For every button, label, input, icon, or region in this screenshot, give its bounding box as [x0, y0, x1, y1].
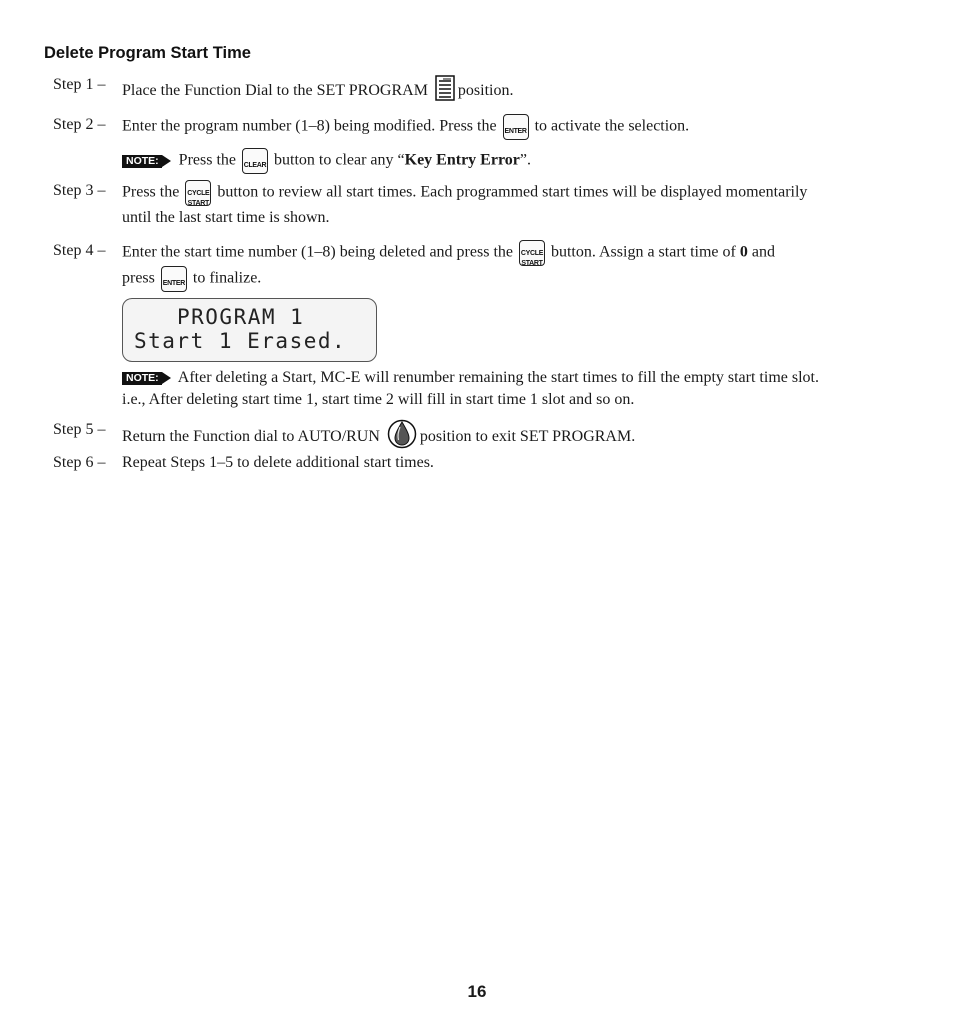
- page-number: 16: [467, 982, 487, 1001]
- section-heading: Delete Program Start Time: [44, 44, 251, 62]
- set-program-icon: [435, 75, 455, 108]
- enter-button-icon: ENTER: [161, 266, 187, 292]
- step-1-label: Step 1 –: [53, 76, 106, 93]
- lcd-line-1: PROGRAM 1: [177, 305, 305, 329]
- step-4-note: NOTE: After deleting a Start, MC-E will renumber remaining the start times to fill the empty start time slot.: [122, 367, 819, 389]
- step-4-text: Enter the start time number (1–8) being deleted and press the CYCLE START button. Assign a start time of 0 and: [122, 240, 775, 266]
- step-2-text: Enter the program number (1–8) being modified. Press the ENTER to activate the selection.: [122, 114, 689, 140]
- lcd-display: [122, 298, 377, 362]
- lcd-line-2: Start 1 Erased.: [134, 329, 347, 353]
- cycle-start-button-icon: CYCLE START: [519, 240, 545, 266]
- step-1-text: Place the Function Dial to the SET PROGRAM position.: [122, 75, 513, 108]
- note-badge: NOTE:: [122, 372, 171, 385]
- auto-run-dial-icon: [387, 419, 417, 456]
- step-6-text: Repeat Steps 1–5 to delete additional start times.: [122, 454, 434, 471]
- step-3-text-cont: until the last start time is shown.: [122, 209, 330, 226]
- step-6-label: Step 6 –: [53, 454, 106, 471]
- note-badge: NOTE:: [122, 155, 171, 168]
- step-2-label: Step 2 –: [53, 116, 106, 133]
- enter-button-icon: ENTER: [503, 114, 529, 140]
- clear-button-icon: CLEAR: [242, 148, 268, 174]
- step-4-note-cont: i.e., After deleting start time 1, start time 2 will fill in start time 1 slot and so on.: [122, 391, 635, 408]
- step-2-note: NOTE: Press the CLEAR button to clear any “Key Entry Error”.: [122, 148, 531, 174]
- step-5-text: Return the Function dial to AUTO/RUN position to exit SET PROGRAM.: [122, 419, 635, 456]
- cycle-start-button-icon: CYCLE START: [185, 180, 211, 206]
- step-4-text-cont: press ENTER to finalize.: [122, 266, 261, 292]
- step-3-text: Press the CYCLE START button to review all start times. Each programmed start times will be displayed momentarily: [122, 180, 807, 206]
- step-3-label: Step 3 –: [53, 182, 106, 199]
- step-4-label: Step 4 –: [53, 242, 106, 259]
- step-5-label: Step 5 –: [53, 421, 106, 438]
